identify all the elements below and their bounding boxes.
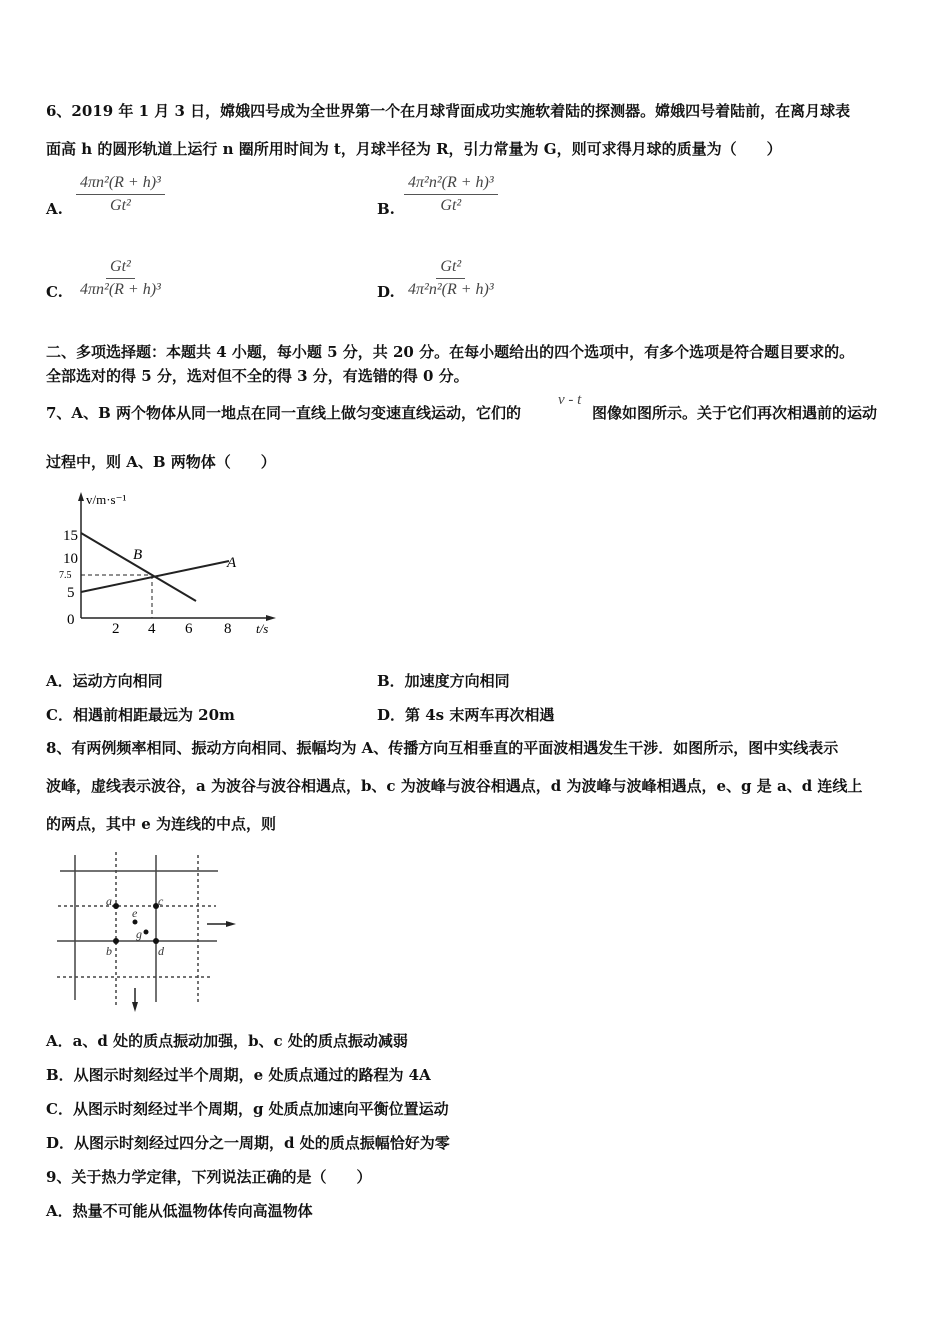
q7-option-b: B．加速度方向相同 [377, 672, 510, 690]
section-heading-line2: 全部选对的得 5 分，选对但不全的得 3 分，有选错的得 0 分。 [46, 367, 469, 385]
label-b: b [106, 944, 112, 958]
label-a: A [227, 555, 237, 571]
q8-option-a: A．a、d 处的质点振动加强，b、c 处的质点振动减弱 [46, 1032, 408, 1050]
y-tick-15: 15 [63, 528, 78, 544]
q8-option-b: B．从图示时刻经过半个周期，e 处质点通过的路程为 4A [46, 1066, 431, 1084]
q6-option-a-formula [76, 174, 165, 215]
q9-text: 9、关于热力学定律，下列说法正确的是（ ） [46, 1168, 372, 1186]
q7-option-a: A．运动方向相同 [46, 672, 163, 690]
q8-option-d: D．从图示时刻经过四分之一周期，d 处的质点振幅恰好为零 [46, 1134, 450, 1152]
q6-text-line1: 6、2019 年 1 月 3 日，嫦娥四号成为全世界第一个在月球背面成功实施软着陆的探测器。嫦娥四号着陆前，在离月球表 [46, 102, 851, 120]
line-a [81, 561, 229, 592]
numerator: Gt² [106, 258, 135, 279]
y-tick-7-5: 7.5 [59, 570, 72, 581]
q6-option-c-label: C. [46, 283, 63, 301]
q6-option-b-label: B. [377, 200, 395, 218]
q7-option-d: D．第 4s 末两车再次相遇 [377, 706, 555, 724]
y-tick-10: 10 [63, 551, 78, 567]
q6-option-d-formula [404, 258, 498, 299]
numerator: 4πn²(R + h)³ [76, 174, 165, 195]
x-tick-8: 8 [224, 621, 232, 637]
label-c: c [158, 894, 164, 908]
y-axis-label: v/m·s⁻¹ [86, 492, 127, 507]
q9-option-a: A．热量不可能从低温物体传向高温物体 [46, 1202, 313, 1220]
y-axis-arrow-icon [78, 492, 84, 501]
label-e: e [132, 906, 138, 920]
q8-text-line1: 8、有两例频率相同、振动方向相同、振幅均为 A、传播方向互相垂直的平面波相遇发生干涉．如图所示，图中实线表示 [46, 739, 839, 757]
q7-text-line1b: 图像如图所示。关于它们再次相遇前的运动 [592, 404, 878, 422]
q6-option-d-label: D. [377, 283, 395, 301]
q7-option-c: C．相遇前相距最远为 20m [46, 706, 235, 724]
q7-text-line1a: 7、A、B 两个物体从同一地点在同一直线上做匀变速直线运动，它们的 [46, 404, 521, 422]
x-tick-2: 2 [112, 621, 120, 637]
right-arrowhead [226, 921, 236, 927]
q8-text-line2: 波峰，虚线表示波谷，a 为波谷与波谷相遇点，b、c 为波峰与波谷相遇点，d 为波峰与波峰相遇点，e、g 是 a、d 连线上 [46, 777, 863, 795]
denominator: 4πn²(R + h)³ [80, 281, 161, 298]
label-d: d [158, 944, 164, 958]
label-g: g [136, 927, 142, 941]
q7-vt-graph [44, 488, 284, 638]
q6-text-line2: 面高 h 的圆形轨道上运行 n 圈所用时间为 t，月球半径为 R，引力常量为 G，则可求得月球的质量为（ ） [46, 140, 782, 158]
q6-option-b-formula [404, 174, 498, 215]
down-arrowhead [132, 1002, 138, 1012]
q6-option-c-formula [76, 258, 165, 299]
numerator: Gt² [436, 258, 465, 279]
line-b [81, 533, 196, 601]
q8-interference-figure [40, 840, 250, 1020]
q6-option-a-label: A. [46, 200, 63, 218]
denominator: 4π²n²(R + h)³ [408, 281, 494, 298]
denominator: Gt² [440, 197, 462, 214]
label-a: a [106, 894, 112, 908]
denominator: Gt² [110, 197, 131, 214]
label-b: B [133, 547, 143, 563]
y-tick-0: 0 [67, 612, 75, 628]
x-tick-4: 4 [148, 621, 156, 637]
numerator: 4π²n²(R + h)³ [404, 174, 498, 195]
q8-text-line3: 的两点，其中 e 为连线的中点，则 [46, 815, 276, 833]
q7-vt-symbol: v - t [558, 392, 582, 408]
x-axis-label: t/s [256, 621, 269, 636]
y-tick-5: 5 [67, 585, 75, 601]
q8-option-c: C．从图示时刻经过半个周期，g 处质点加速向平衡位置运动 [46, 1100, 449, 1118]
x-tick-6: 6 [185, 621, 193, 637]
section-heading-line1: 二、多项选择题：本题共 4 小题，每小题 5 分，共 20 分。在每小题给出的四个选项中，有多个选项是符合题目要求的。 [46, 343, 855, 361]
q7-text-line2: 过程中，则 A、B 两物体（ ） [46, 453, 276, 471]
